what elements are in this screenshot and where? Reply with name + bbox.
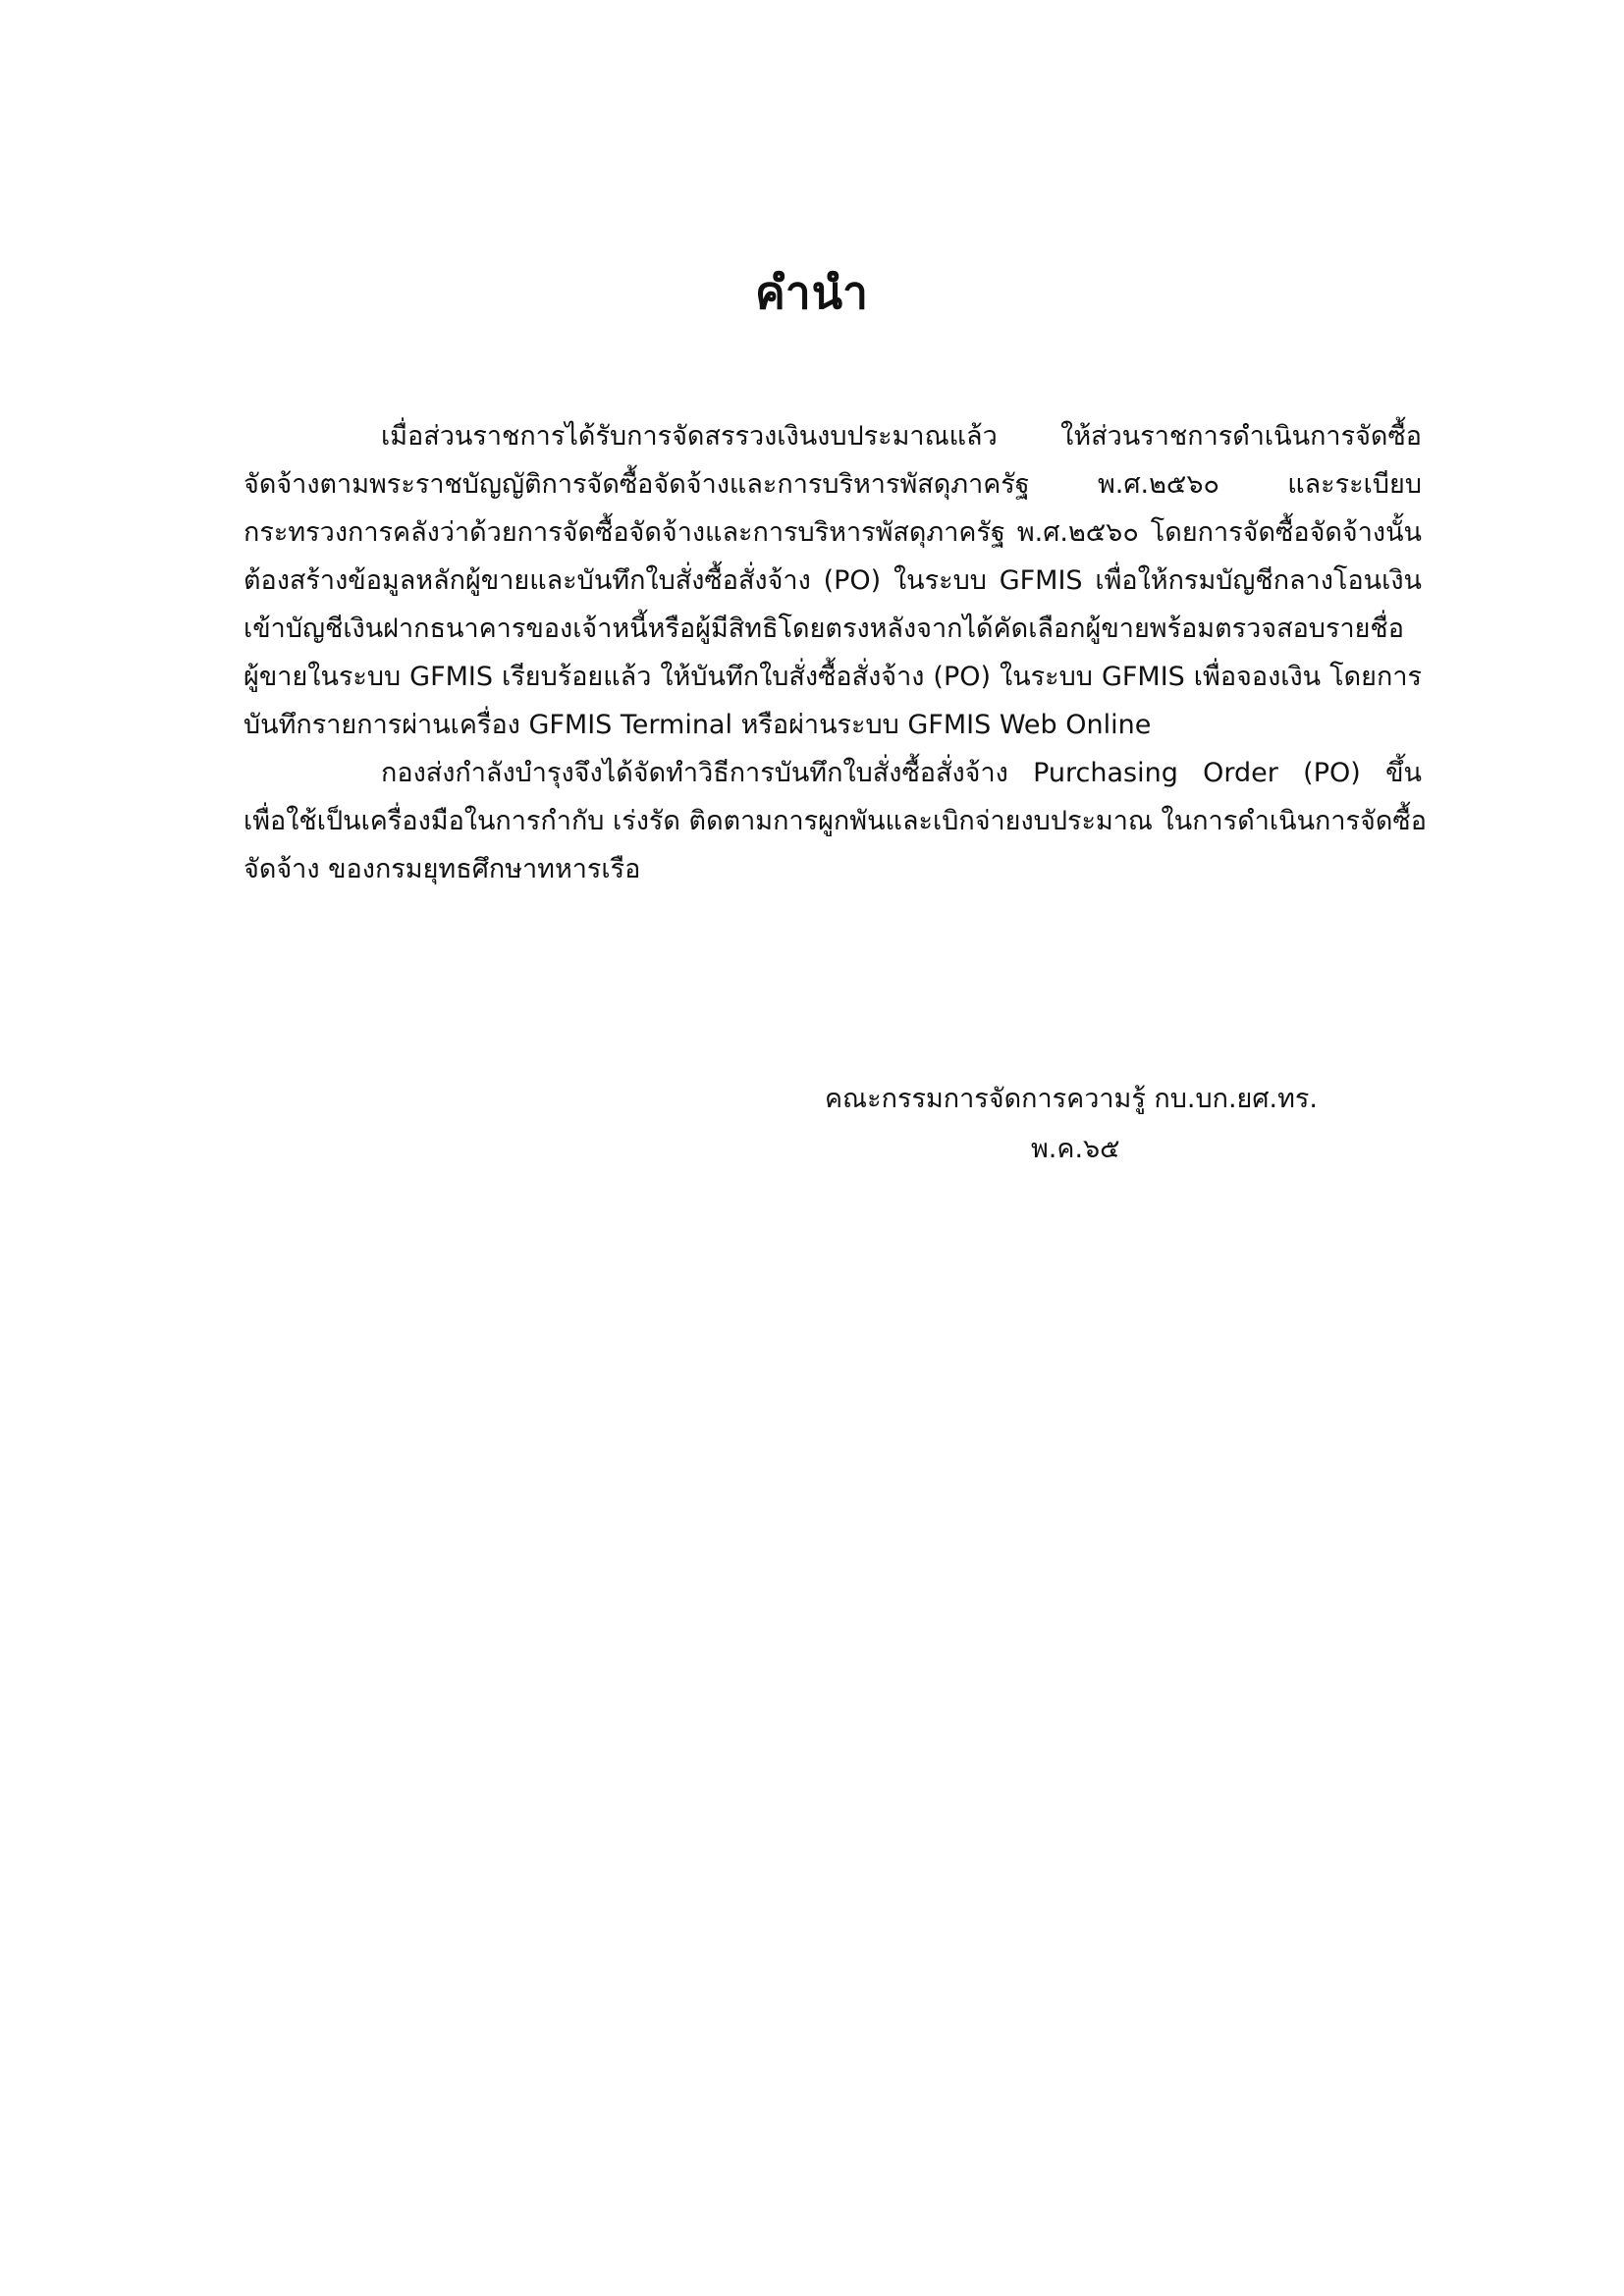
paragraph-line: จัดจ้าง ของกรมยุทธศึกษาทหารเรือ <box>244 854 641 884</box>
paragraph-line: ต้องสร้างข้อมูลหลักผู้ขายและบันทึกใบสั่งซื้อสั่งจ้าง (PO) ในระบบ GFMIS เพื่อให้กรมบัญชีกลางโอนเงิน <box>244 565 1422 596</box>
paragraph-line: จัดจ้างตามพระราชบัญญัติการจัดซื้อจัดจ้างและการบริหารพัสดุภาครัฐ พ.ศ.๒๕๖๐ และระเบียบ <box>244 469 1422 500</box>
paragraph-1 <box>244 412 1422 749</box>
paragraph-line: เพื่อใช้เป็นเครื่องมือในการกำกับ เร่งรัด ติดตามการผูกพันและเบิกจ่ายงบประมาณ ในการดำเนินการจัดซื้อ <box>244 806 1427 836</box>
paragraph-line: กระทรวงการคลังว่าด้วยการจัดซื้อจัดจ้างและการบริหารพัสดุภาครัฐ พ.ศ.๒๕๖๐ โดยการจัดซื้อจัดจ้างนั้น <box>244 517 1422 548</box>
signature-block <box>825 1074 1335 1174</box>
paragraph-line: กองส่งกำลังบำรุงจึงได้จัดทำวิธีการบันทึกใบสั่งซื้อสั่งจ้าง Purchasing Order (PO) ขึ้น <box>381 758 1422 788</box>
committee-name: คณะกรรมการจัดการความรู้ กบ.บก.ยศ.ทร. <box>825 1084 1318 1114</box>
paragraph-line: ผู้ขายในระบบ GFMIS เรียบร้อยแล้ว ให้บันทึกใบสั่งซื้อสั่งจ้าง (PO) ในระบบ GFMIS เพื่อจองเงิน โดยการ <box>244 662 1422 692</box>
signature-date: พ.ค.๖๕ <box>1031 1134 1120 1164</box>
paragraph-line: เมื่อส่วนราชการได้รับการจัดสรรวงเงินงบประมาณแล้ว ให้ส่วนราชการดำเนินการจัดซื้อ <box>381 421 1422 452</box>
paragraph-line: บันทึกรายการผ่านเครื่อง GFMIS Terminal หรือผ่านระบบ GFMIS Web Online <box>244 710 1152 740</box>
page-title: คำนำ <box>755 266 869 319</box>
paragraph-2 <box>244 749 1427 893</box>
document-body <box>244 412 1427 893</box>
paragraph-line: เข้าบัญชีเงินฝากธนาคารของเจ้าหนี้หรือผู้มีสิทธิโดยตรงหลังจากได้คัดเลือกผู้ขายพร้อมตรวจสอบรายชื่อ <box>244 614 1404 644</box>
